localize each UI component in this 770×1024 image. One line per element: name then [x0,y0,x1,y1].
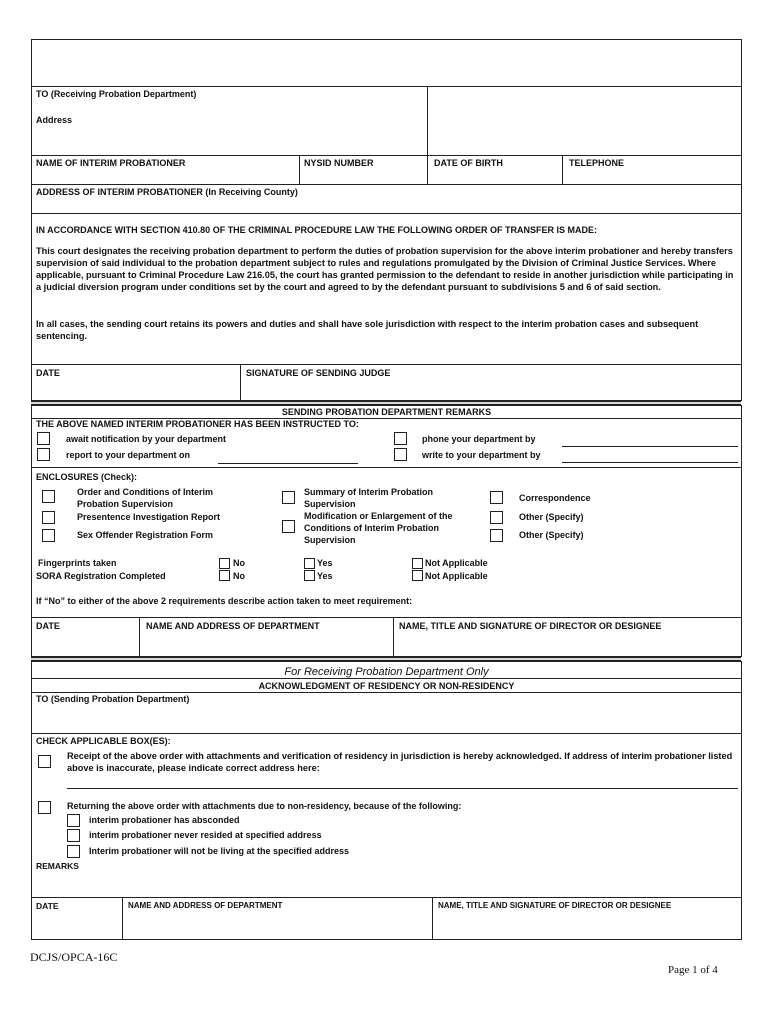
returning-text: Returning the above order with attachments due to non-residency, because of the following: [67,801,462,811]
enc-sex-offender-checkbox[interactable] [42,529,55,542]
report-checkbox[interactable] [37,448,50,461]
correct-address-field[interactable] [67,788,738,789]
page-number: Page 1 of 4 [668,964,718,976]
enc-summary-label-2: Supervision [304,499,356,509]
to-sending-label: TO (Sending Probation Department) [36,694,190,704]
fingerprints-label: Fingerprints taken [38,558,117,568]
sending-date-label: DATE [36,621,60,631]
enc-other1-label: Other (Specify) [519,512,584,522]
accordance-heading: IN ACCORDANCE WITH SECTION 410.80 OF THE CRIMINAL PROCEDURE LAW THE FOLLOWING ORDER OF TRANSFER IS MADE: [36,225,598,235]
await-checkbox[interactable] [37,432,50,445]
enclosures-label: ENCLOSURES (Check): [36,472,138,482]
instructed-label: THE ABOVE NAMED INTERIM PROBATIONER HAS BEEN INSTRUCTED TO: [36,419,359,429]
sora-yes-label: Yes [317,571,333,581]
report-date-field[interactable] [218,463,358,464]
sora-label: SORA Registration Completed [36,571,166,581]
enc-order-label-1: Order and Conditions of Interim [77,487,214,497]
enc-psi-checkbox[interactable] [42,511,55,524]
date-label: DATE [36,368,60,378]
designation-paragraph: This court designates the receiving probation department to perform the duties of probation supervision for the above interim probationer and hereby transfers supervision of said individual to the probation department subject to rules and regulations promulgated by the Division of Criminal Justice Services. Where applicable, pursuant to Criminal Procedure Law 216.05, the court has granted permission to the defendant to reside in another jurisdiction while participating in a judicial diversion program under conditions set by the court and agreed to by the defendant pursuant to subdivisions 5 and 6 of said section. [36,246,734,292]
telephone-label: TELEPHONE [569,158,625,168]
phone-date-field[interactable] [562,446,738,447]
phone-label: phone your department by [422,434,536,444]
enc-other2-label: Other (Specify) [519,530,584,540]
enc-summary-label-1: Summary of Interim Probation [304,487,434,497]
form-id: DCJS/OPCA-16C [30,950,118,964]
enc-summary-checkbox[interactable] [282,491,295,504]
fingerprints-yes-checkbox[interactable] [304,558,315,569]
returning-checkbox[interactable] [38,801,51,814]
receiving-director-label: NAME, TITLE AND SIGNATURE OF DIRECTOR OR DESIGNEE [438,901,672,910]
phone-checkbox[interactable] [394,432,407,445]
enc-modification-label-2: Conditions of Interim Probation [304,523,439,533]
address-label: Address [36,115,73,125]
enc-psi-label: Presentence Investigation Report [77,512,221,522]
absconded-checkbox[interactable] [67,814,80,827]
enc-order-label-2: Probation Supervision [77,499,174,509]
fingerprints-no-label: No [233,558,245,568]
receiving-date-label: DATE [36,901,59,911]
sending-remarks-heading: SENDING PROBATION DEPARTMENT REMARKS [281,407,492,417]
jurisdiction-paragraph: In all cases, the sending court retains its powers and duties and shall have sole jurisdiction with respect to the interim probation cases and subsequent sentencing. [36,319,699,341]
receiving-dept-label: NAME AND ADDRESS OF DEPARTMENT [128,901,283,910]
probationer-name-label: NAME OF INTERIM PROBATIONER [36,158,186,168]
fingerprints-na-checkbox[interactable] [412,558,423,569]
to-receiving-label: TO (Receiving Probation Department) [36,89,197,99]
sending-director-label: NAME, TITLE AND SIGNATURE OF DIRECTOR OR DESIGNEE [399,621,662,631]
fingerprints-no-checkbox[interactable] [219,558,230,569]
never-resided-checkbox[interactable] [67,829,80,842]
sending-dept-label: NAME AND ADDRESS OF DEPARTMENT [146,621,320,631]
probationer-address-label: ADDRESS OF INTERIM PROBATIONER (In Receiving County) [36,187,298,197]
enc-modification-label-1: Modification or Enlargement of the [304,511,453,521]
nysid-label: NYSID NUMBER [304,158,374,168]
check-applicable-label: CHECK APPLICABLE BOX(ES): [36,736,171,746]
write-date-field[interactable] [562,462,738,463]
enc-correspondence-checkbox[interactable] [490,491,503,504]
ack-heading: ACKNOWLEDGMENT OF RESIDENCY OR NON-RESIDENCY [258,681,515,691]
enc-correspondence-label: Correspondence [519,493,591,503]
sora-na-label: Not Applicable [425,571,488,581]
receipt-checkbox[interactable] [38,755,51,768]
enc-other2-checkbox[interactable] [490,529,503,542]
enc-modification-label-3: Supervision [304,535,356,545]
report-label: report to your department on [66,450,191,460]
not-living-checkbox[interactable] [67,845,80,858]
sora-yes-checkbox[interactable] [304,570,315,581]
enc-modification-checkbox[interactable] [282,520,295,533]
judge-signature-label: SIGNATURE OF SENDING JUDGE [246,368,391,378]
receiving-dept-field[interactable] [432,88,738,152]
sora-na-checkbox[interactable] [412,570,423,581]
enc-sex-offender-label: Sex Offender Registration Form [77,530,214,540]
fingerprints-yes-label: Yes [317,558,333,568]
if-no-label: If “No” to either of the above 2 requirements describe action taken to meet requirement: [36,596,413,606]
enc-order-checkbox[interactable] [42,490,55,503]
fingerprints-na-label: Not Applicable [425,558,488,568]
dob-label: DATE OF BIRTH [434,158,503,168]
write-label: write to your department by [422,450,541,460]
absconded-label: interim probationer has absconded [89,815,240,825]
not-living-label: Interim probationer will not be living at the specified address [89,846,350,856]
sora-no-label: No [233,571,245,581]
remarks-label: REMARKS [36,861,79,871]
never-resided-label: interim probationer never resided at specified address [89,830,322,840]
sora-no-checkbox[interactable] [219,570,230,581]
await-label: await notification by your department [66,434,227,444]
receiving-heading: For Receiving Probation Department Only [284,666,489,678]
enc-other1-checkbox[interactable] [490,511,503,524]
write-checkbox[interactable] [394,448,407,461]
receipt-text: Receipt of the above order with attachments and verification of residency in jurisdiction is hereby acknowledged. If address of interim probationer listed above is inaccurate, please indicate correct address here: [67,751,733,773]
